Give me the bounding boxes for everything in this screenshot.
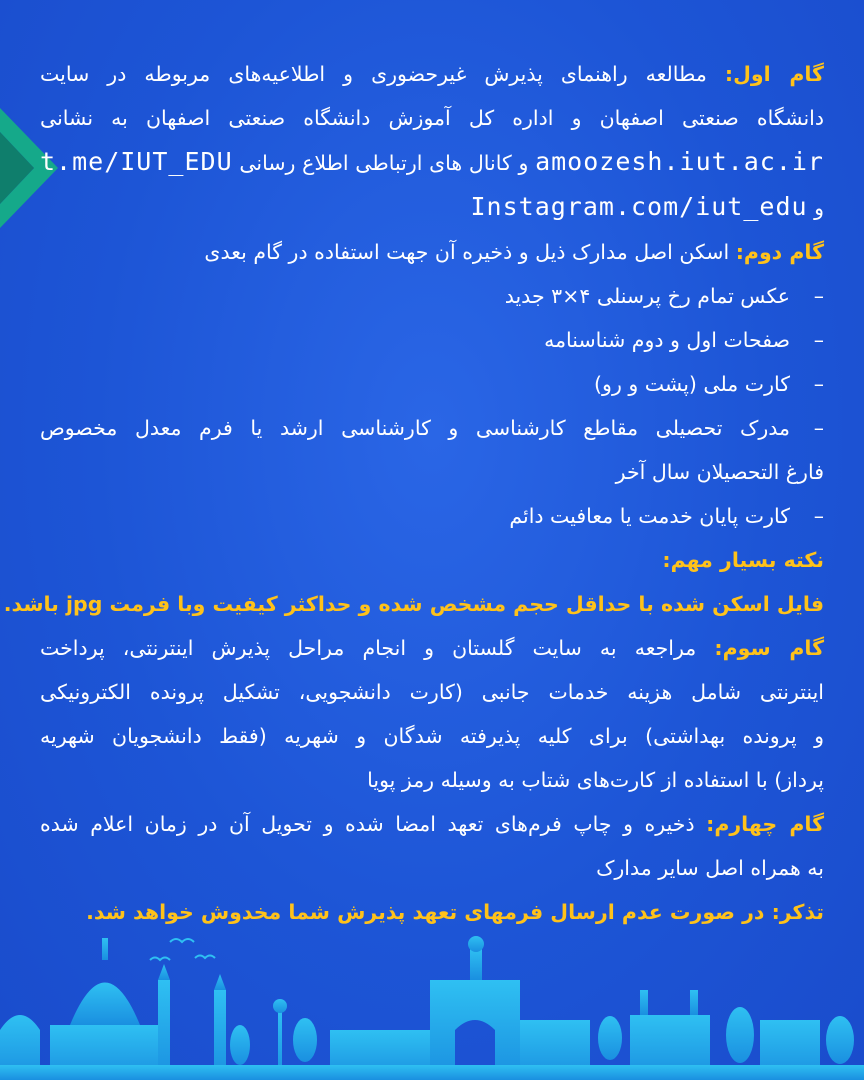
note-text: فایل اسکن شده با حداقل حجم مشخص شده و حداکثر کیفیت وبا فرمت jpg باشد. <box>3 592 824 616</box>
note-title: نکته بسیار مهم: <box>662 548 824 572</box>
step3-title: گام سوم: <box>714 636 824 660</box>
step4-line2: به همراه اصل سایر مدارک <box>596 856 824 880</box>
step1-line2: دانشگاه صنعتی اصفهان و اداره کل آموزش دانشگاه صنعتی اصفهان به نشانی <box>40 106 824 130</box>
step3-line1: گام سوم: مراجعه به سایت گلستان و انجام مراحل پذیرش اینترنتی، پرداخت <box>40 636 824 660</box>
step4-line1: گام چهارم: ذخیره و چاپ فرم‌های تعهد امضا شده و تحویل آن در زمان اعلام شده <box>40 812 825 836</box>
list-item: –کارت ملی (پشت و رو) <box>594 372 824 396</box>
list-item: –عکس تمام رخ پرسنلی ۴×۳ جدید <box>504 284 824 308</box>
step1-line1: گام اول: مطالعه راهنمای پذیرش غیرحضوری و اطلاعیه‌های مربوطه در سایت <box>40 62 824 86</box>
step3-line4: پرداز) با استفاده از کارت‌های شتاب به وسیله رمز پویا <box>367 768 824 792</box>
step3-line3: و پرونده بهداشتی) برای کلیه پذیرفته شدگان و شهریه (فقط دانشجویان شهریه <box>40 724 824 748</box>
telegram-url-link[interactable]: t.me/IUT_EDU <box>40 147 233 176</box>
step3-line2: اینترنتی شامل هزینه خدمات جانبی (کارت دانشجویی، تشکیل پرونده الکترونیکی <box>40 680 824 704</box>
step2-line: گام دوم: اسکن اصل مدارک ذیل و ذخیره آن جهت استفاده در گام بعدی <box>204 240 824 264</box>
reminder-text: تذکر: در صورت عدم ارسال فرمهای تعهد پذیرش شما مخدوش خواهد شد. <box>86 900 824 924</box>
instagram-url-link[interactable]: Instagram.com/iut_edu <box>470 192 808 221</box>
step4-title: گام چهارم: <box>706 812 825 836</box>
instructions <box>3 52 825 934</box>
list-item-continued: فارغ التحصیلان سال آخر <box>615 460 824 484</box>
site-url-link[interactable]: amoozesh.iut.ac.ir <box>535 147 824 176</box>
list-item: –صفحات اول و دوم شناسنامه <box>544 328 824 352</box>
list-item: –مدرک تحصیلی مقاطع کارشناسی و کارشناسی ارشد یا فرم معدل مخصوص <box>40 416 824 440</box>
step1-line4: و Instagram.com/iut_edu <box>470 192 824 221</box>
step1-title: گام اول: <box>724 62 824 86</box>
step2-title: گام دوم: <box>735 240 824 264</box>
step1-line3: amoozesh.iut.ac.ir و کانال های ارتباطی اطلاع رسانی t.me/IUT_EDU <box>40 147 824 176</box>
city-skyline-illustration <box>0 920 864 1080</box>
list-item: –کارت پایان خدمت یا معافیت دائم <box>509 504 824 528</box>
